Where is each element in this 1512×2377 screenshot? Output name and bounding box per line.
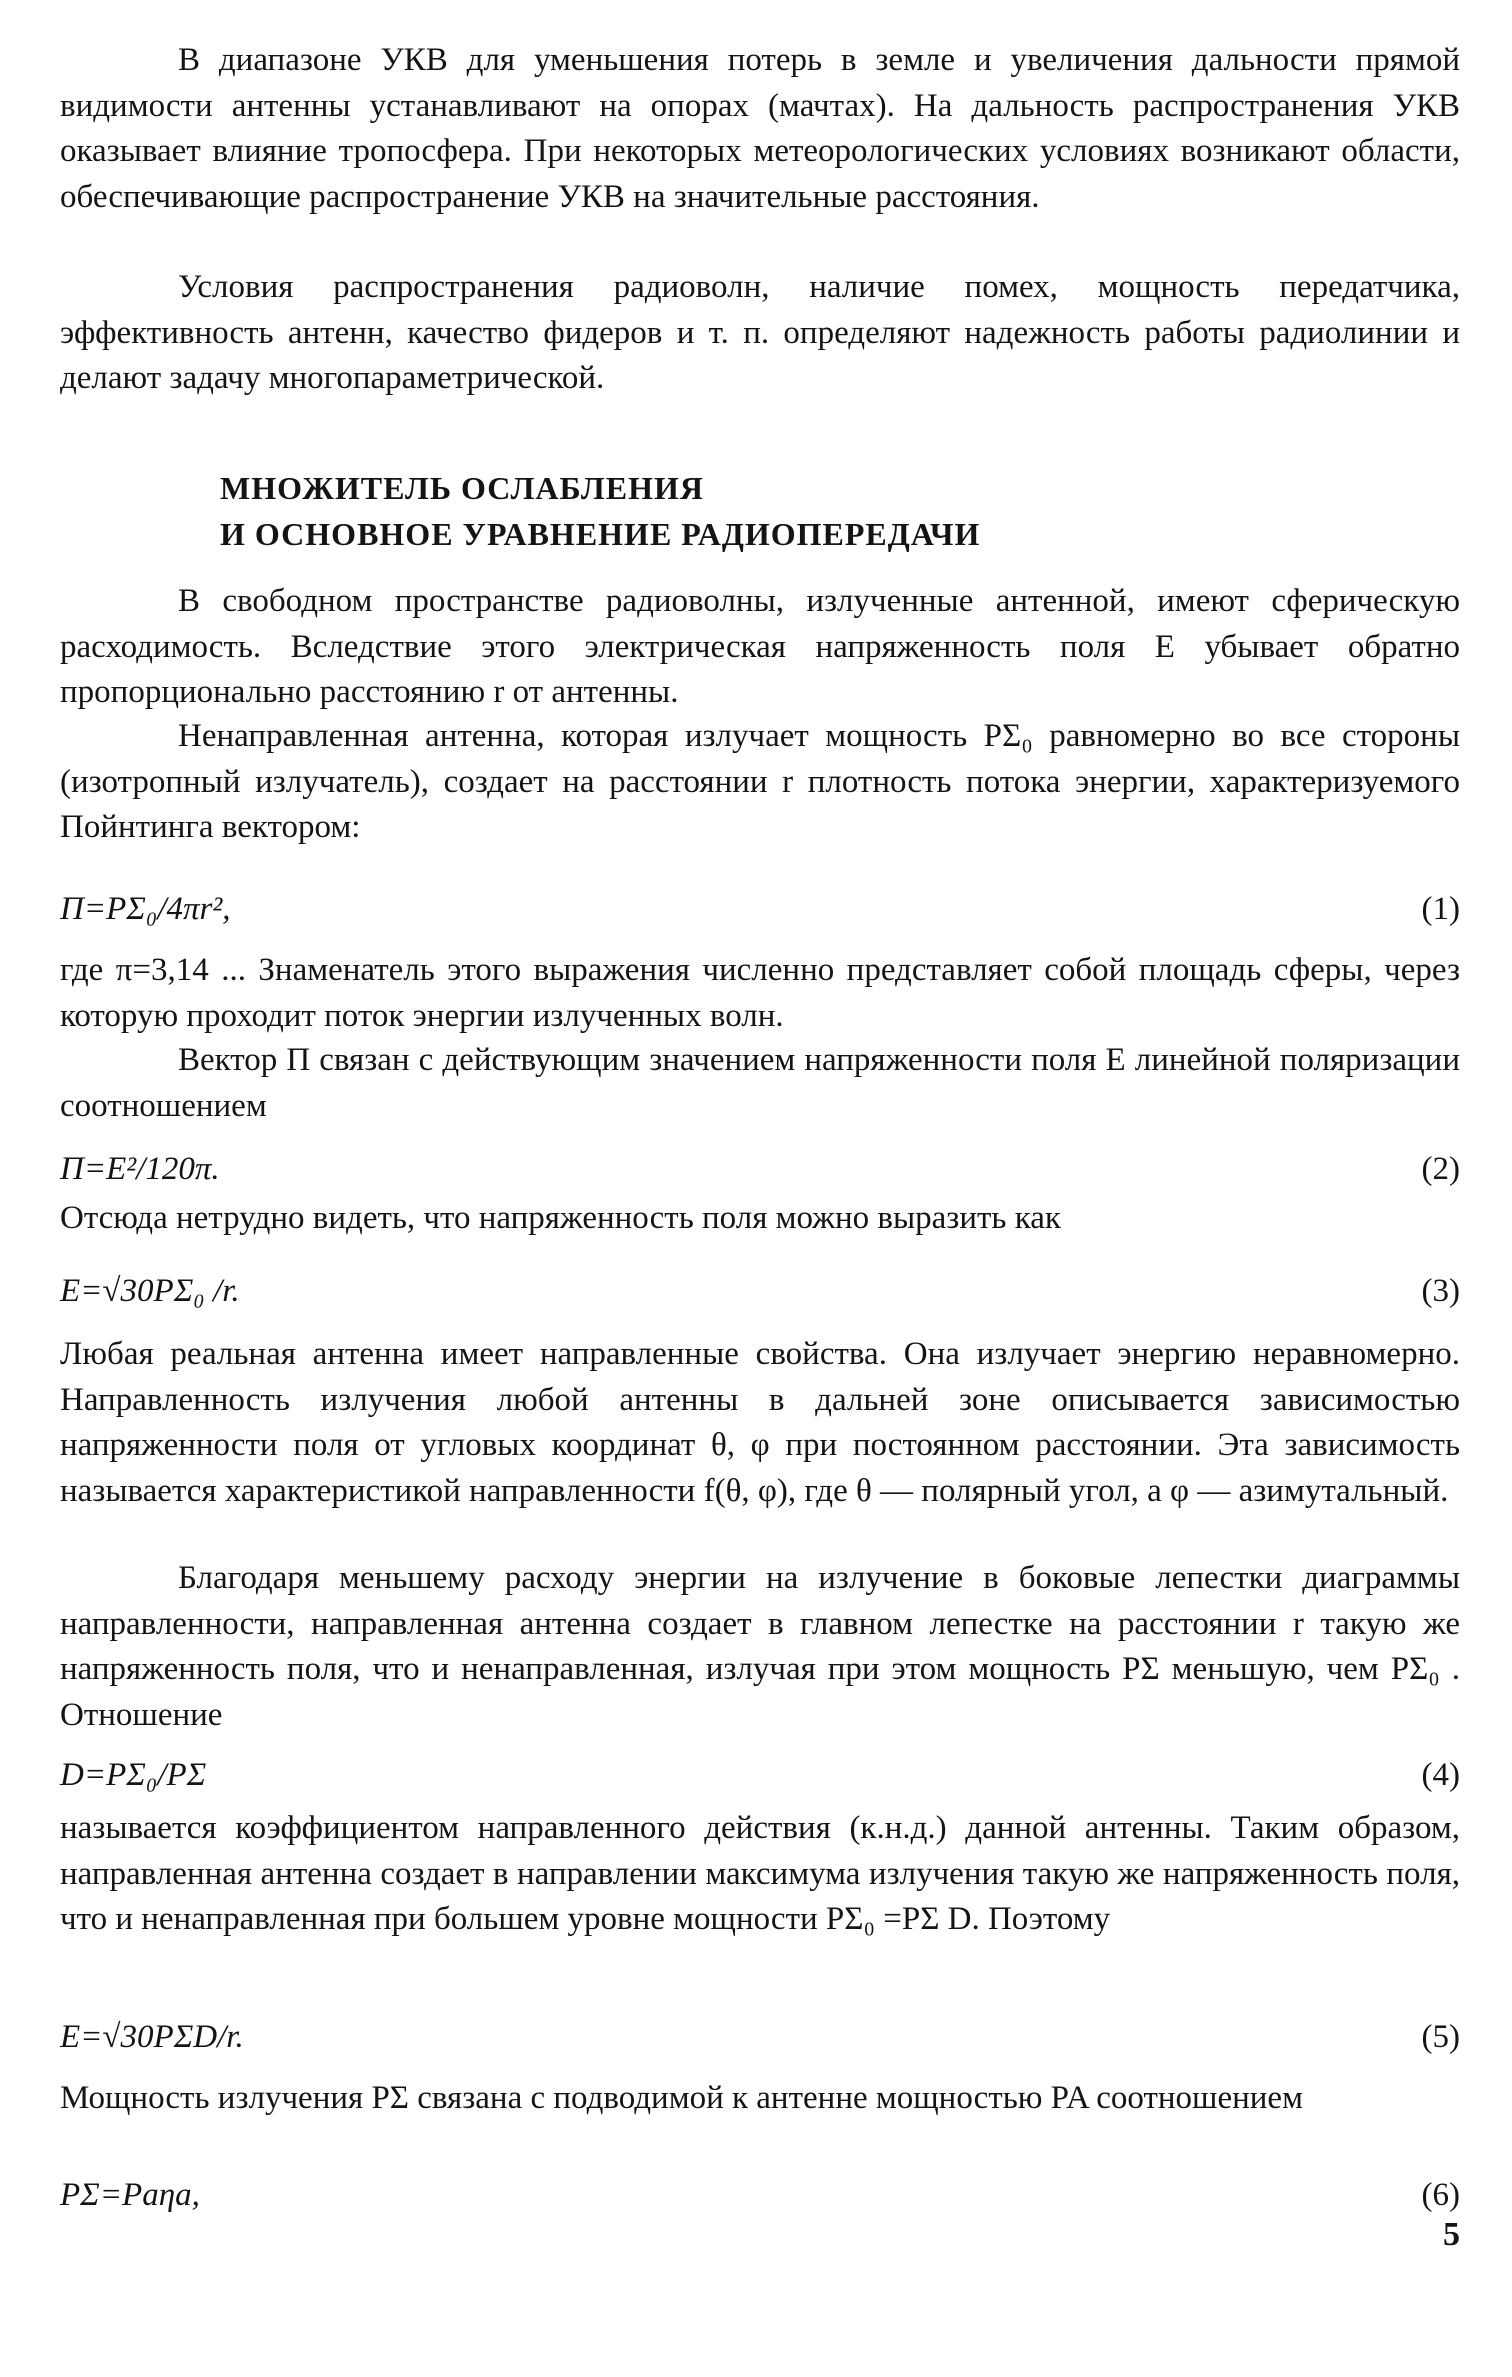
equation-number: (2) xyxy=(1421,1151,1460,1187)
equation-formula: П=E²/120π. xyxy=(60,1151,220,1187)
paragraph-text: где π=3,14 ... Знаменатель этого выражения численно представляет собой площадь сферы, через которую проходит поток энергии излученных волн. xyxy=(60,952,1460,1034)
equation-4 xyxy=(60,1752,1460,1798)
equation-formula: П=PΣ₀/4πr², xyxy=(60,891,231,927)
equation-formula: PΣ=Paηa, xyxy=(60,2177,200,2213)
paragraph-isotropic-antenna xyxy=(60,714,1460,851)
section-heading-line1: МНОЖИТЕЛЬ ОСЛАБЛЕНИЯ xyxy=(220,470,704,506)
paragraph-poynting-relation xyxy=(60,1038,1460,1129)
paragraph-text: называется коэффициентом направленного действия (к.н.д.) данной антенны. Таким образом, направленная антенна создает в направлении максимума излучения такую же напряженность поля, что и ненаправленная при большем уровне мощности PΣ₀ =PΣ D. Поэтому xyxy=(60,1810,1460,1937)
paragraph-text: Условия распространения радиоволн, наличие помех, мощность передатчика, эффективность антенн, качество фидеров и т. п. определяют надежность работы радиолинии и делают задачу многопараметрической. xyxy=(60,269,1460,396)
equation-formula: D=PΣ₀/PΣ xyxy=(60,1757,207,1793)
paragraph-text: В диапазоне УКВ для уменьшения потерь в земле и увеличения дальности прямой видимости антенны устанавливают на опорах (мачтах). На дальность распространения УКВ оказывает влияние тропосфера. При некоторых метеорологических условиях возникают области, обеспечивающие распространение УКВ на значительные расстояния. xyxy=(60,42,1460,215)
paragraph-gain-coefficient xyxy=(60,1806,1460,1943)
paragraph-free-space xyxy=(60,579,1460,716)
paragraph-propagation-conditions xyxy=(60,265,1460,402)
equation-5 xyxy=(60,2014,1460,2060)
equation-formula: E=√30PΣD/r. xyxy=(60,2019,244,2055)
paragraph-pi-note xyxy=(60,948,1460,1039)
paragraph-text: Отсюда нетрудно видеть, что напряженность поля можно выразить как xyxy=(60,1200,1061,1236)
paragraph-ukv-antennas xyxy=(60,38,1460,220)
paragraph-text: В свободном пространстве радиоволны, излученные антенной, имеют сферическую расходимость. Вследствие этого электрическая напряженность поля E убывает обратно пропорционально расстоянию r от антенны. xyxy=(60,583,1460,710)
equation-number: (4) xyxy=(1421,1757,1460,1793)
paragraph-main-lobe xyxy=(60,1556,1460,1738)
page-number: 5 xyxy=(1443,2216,1460,2253)
equation-1 xyxy=(60,886,1460,932)
equation-6 xyxy=(60,2172,1460,2218)
equation-2 xyxy=(60,1146,1460,1192)
paragraph-text: Вектор П связан с действующим значением напряженности поля E линейной поляризации соотношением xyxy=(60,1042,1460,1124)
section-heading-line2: И ОСНОВНОЕ УРАВНЕНИЕ РАДИОПЕРЕДАЧИ xyxy=(220,516,981,552)
equation-formula: E=√30PΣ₀ /r. xyxy=(60,1273,240,1309)
equation-3 xyxy=(60,1268,1460,1314)
equation-number: (5) xyxy=(1421,2019,1460,2055)
paragraph-text: Ненаправленная антенна, которая излучает мощность PΣ₀ равномерно во все стороны (изотропный излучатель), создает на расстоянии r плотность потока энергии, характеризуемого Пойнтинга вектором: xyxy=(60,718,1460,845)
paragraph-text: Любая реальная антенна имеет направленные свойства. Она излучает энергию неравномерно. Направленность излучения любой антенны в дальней зоне описывается зависимостью напряженности поля от угловых координат θ, φ при постоянном расстоянии. Эта зависимость называется характеристикой направленности f(θ, φ), где θ — полярный угол, а φ — азимутальный. xyxy=(60,1336,1460,1509)
paragraph-directivity xyxy=(60,1332,1460,1514)
paragraph-field-strength xyxy=(60,1196,1460,1242)
paragraph-radiated-power xyxy=(60,2076,1460,2122)
equation-number: (6) xyxy=(1421,2177,1460,2213)
equation-number: (1) xyxy=(1421,891,1460,927)
paragraph-text: Мощность излучения PΣ связана с подводимой к антенне мощностью PA соотношением xyxy=(60,2080,1303,2116)
equation-number: (3) xyxy=(1421,1273,1460,1309)
paragraph-text: Благодаря меньшему расходу энергии на излучение в боковые лепестки диаграммы направленности, направленная антенна создает в главном лепестке на расстоянии r такую же напряженность поля, что и ненаправленная, излучая при этом мощность PΣ меньшую, чем PΣ₀ . Отношение xyxy=(60,1560,1460,1733)
